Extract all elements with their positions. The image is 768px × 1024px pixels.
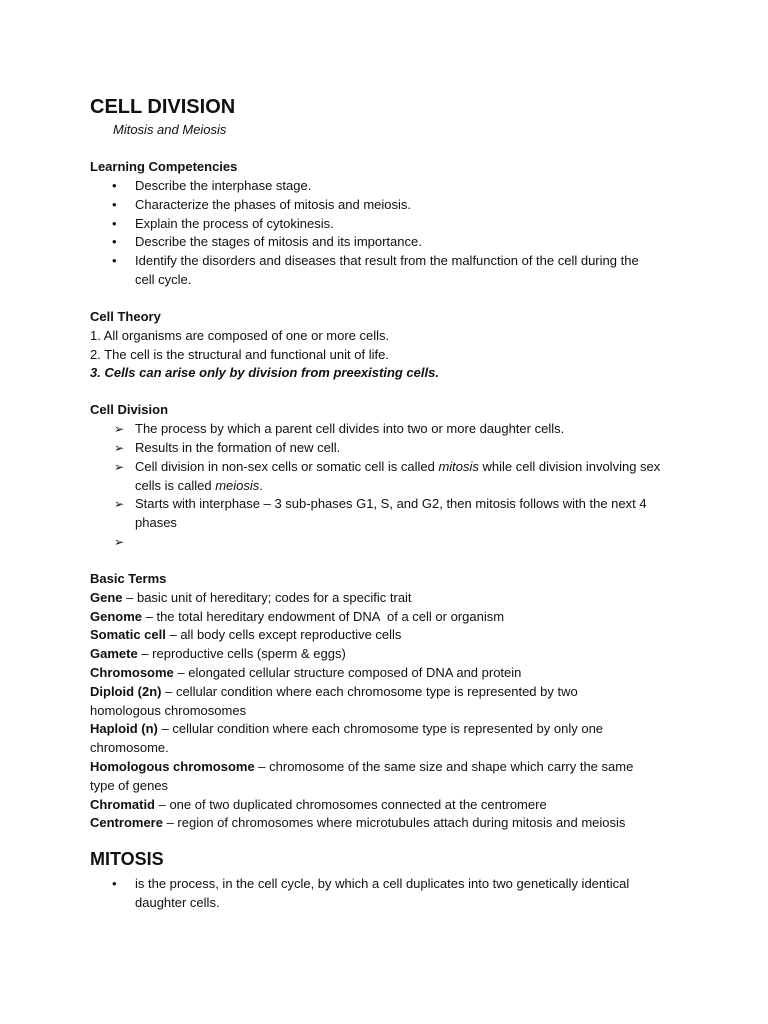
arrow-bullet-icon: ➢ (114, 440, 125, 455)
cell-division-heading: Cell Division (90, 402, 169, 418)
list-item-text: Starts with interphase – 3 sub-phases G1, S, and G2, then mitosis follows with the next 4 phases (135, 496, 647, 531)
term-name: Chromosome (90, 664, 174, 680)
term-definition: – chromosome of the same size and shape which carry the same type of genes (90, 758, 634, 793)
bullet-icon: • (112, 196, 117, 212)
list-item-text: The process by which a parent cell divides into two or more daughter cells. (135, 421, 565, 437)
list-item-text: Characterize the phases of mitosis and meiosis. (135, 196, 412, 212)
list-item (90, 533, 690, 552)
term-row (90, 796, 670, 815)
spacer (90, 383, 690, 401)
arrow-bullet-icon: ➢ (114, 422, 125, 437)
term-row (90, 758, 655, 796)
term-name: Centromere (90, 815, 163, 831)
term-definition: – cellular condition where each chromosome type is represented by only one chromosome. (90, 721, 604, 756)
basic-terms-list (90, 589, 670, 833)
text-run: . (259, 477, 263, 493)
list-item-text: is the process, in the cell cycle, by which a cell duplicates into two genetically identical daughter cells. (135, 876, 630, 910)
document-page (90, 94, 690, 913)
basic-terms-heading: Basic Terms (90, 570, 167, 586)
arrow-bullet-icon: ➢ (114, 459, 125, 474)
bullet-icon: • (112, 253, 117, 269)
text-run-italic: mitosis (438, 458, 479, 474)
term-row (90, 589, 670, 608)
bullet-icon: • (112, 178, 117, 193)
term-definition: – cellular condition where each chromosome type is represented by two homologous chromosomes (90, 683, 578, 718)
term-name: Homologous chromosome (90, 758, 255, 774)
term-row (90, 645, 670, 664)
list-item (90, 495, 690, 533)
competencies-list (90, 177, 690, 290)
list-item (90, 196, 690, 215)
mitosis-list (90, 875, 690, 913)
spacer (90, 140, 690, 158)
list-item (90, 458, 680, 496)
mitosis-heading: MITOSIS (90, 849, 164, 870)
arrow-bullet-icon: ➢ (114, 534, 125, 549)
term-name: Gene (90, 589, 123, 605)
text-run: while cell division involving sex cells is called (135, 458, 661, 493)
list-item-text: Explain the process of cytokinesis. (135, 215, 334, 231)
term-definition: – reproductive cells (sperm & eggs) (137, 646, 346, 662)
list-item (90, 875, 665, 913)
term-row (90, 664, 670, 683)
cell-theory-item: 1. All organisms are composed of one or more cells. (90, 327, 390, 343)
list-item (90, 420, 690, 439)
term-row (90, 814, 670, 833)
list-item-text (135, 459, 660, 493)
term-name: Genome (90, 608, 143, 624)
term-definition: – basic unit of hereditary; codes for a specific trait (122, 589, 412, 605)
text-run: Cell division in non-sex cells or somatic cell is called (135, 458, 439, 474)
arrow-bullet-icon: ➢ (114, 497, 125, 512)
term-name: Diploid (2n) (90, 683, 162, 699)
list-item-text: Identify the disorders and diseases that result from the malfunction of the cell during the cell cycle. (135, 253, 639, 287)
cell-theory-heading: Cell Theory (90, 308, 161, 324)
term-row (90, 608, 670, 627)
term-name: Gamete (90, 646, 138, 662)
cell-theory-item: 3. Cells can arise only by division from preexisting cells. (90, 365, 439, 381)
list-item-text: Results in the formation of new cell. (135, 439, 341, 455)
list-item-text: Describe the interphase stage. (135, 178, 312, 193)
text-run-italic: meiosis (215, 477, 260, 493)
term-row (90, 626, 670, 645)
term-name: Haploid (n) (90, 721, 158, 737)
list-item (90, 177, 690, 196)
list-item (90, 252, 655, 290)
term-definition: – elongated cellular structure composed of DNA and protein (173, 664, 522, 680)
bullet-icon: • (112, 234, 117, 250)
competencies-heading: Learning Competencies (90, 159, 238, 174)
document-subtitle: Mitosis and Meiosis (113, 122, 227, 137)
bullet-icon: • (112, 215, 117, 231)
list-item (90, 215, 690, 234)
term-row (90, 683, 615, 721)
bullet-icon: • (112, 876, 117, 892)
term-definition: – the total hereditary endowment of DNA of a cell or organism (142, 608, 505, 624)
list-item (90, 439, 690, 458)
term-name: Chromatid (90, 796, 155, 812)
list-item (90, 233, 690, 252)
spacer (90, 552, 690, 570)
cell-division-list (90, 420, 690, 552)
term-definition: – all body cells except reproductive cells (165, 627, 402, 643)
list-item-text: Describe the stages of mitosis and its importance. (135, 234, 422, 250)
term-row (90, 720, 645, 758)
term-definition: – one of two duplicated chromosomes connected at the centromere (155, 796, 547, 812)
cell-theory-item: 2. The cell is the structural and functional unit of life. (90, 346, 389, 362)
term-definition: – region of chromosomes where microtubules attach during mitosis and meiosis (162, 815, 626, 831)
term-name: Somatic cell (90, 627, 166, 643)
spacer (90, 290, 690, 308)
document-title: CELL DIVISION (90, 96, 236, 118)
